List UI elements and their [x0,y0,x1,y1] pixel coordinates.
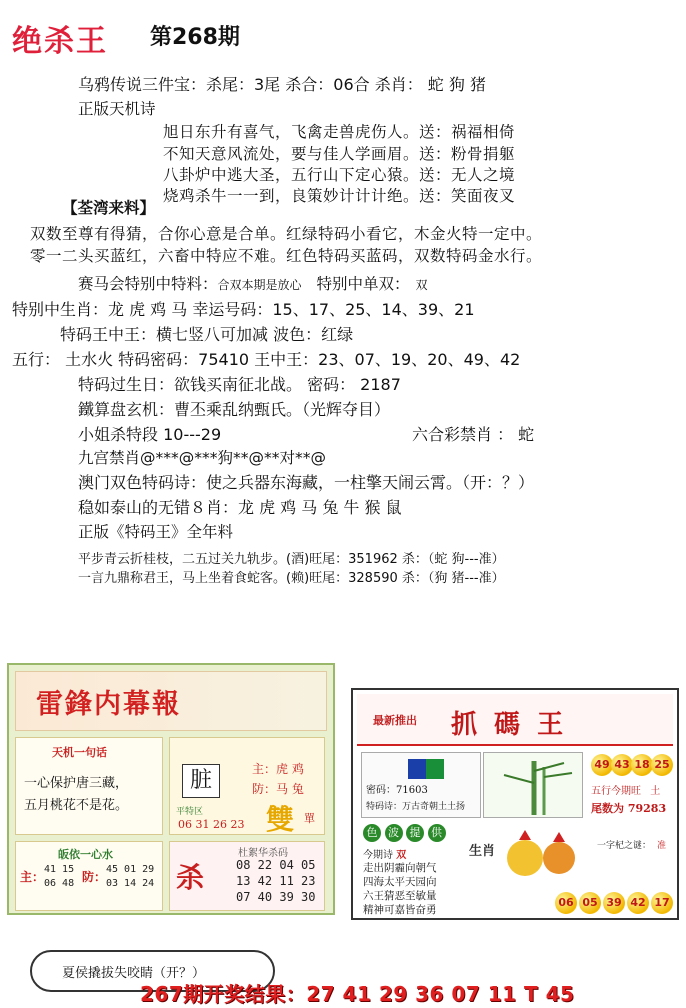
sha-box [169,841,325,911]
color-button: 色 [363,824,381,842]
special-label: 特别中单双： [316,275,410,293]
liuhe-line: 六合彩禁肖 ： 蛇 [412,425,535,444]
side-note-value: 准 [657,841,667,851]
tianji-box-line-1: 一心保护唐三藏， [24,776,129,791]
code-value: 71603 [396,785,428,796]
jinqi-label: 今期诗 [363,850,393,861]
logo-icon [408,759,444,779]
fang2-numbers-1: 45 01 29 [106,864,155,875]
sha-row-3: 07 40 39 30 [236,890,316,904]
top-ball-3: 18 [631,754,653,776]
bottom-ball-4: 42 [627,892,649,914]
leifeng-title: 雷鋒内幕報 [36,689,181,720]
side-note-label: 一字杞之谜： [597,841,652,851]
zhuamawang-panel [351,688,679,920]
fullyear-line: 正版《特码王》全年料 [78,523,234,541]
special-value: 双 [415,278,428,292]
sha-row-2: 13 42 11 23 [236,874,316,888]
macau-line: 澳门双色特码诗：使之兵器东海藏，一柱擎天闹云霄。（开：？） [78,473,535,492]
fang-row [252,780,304,797]
issue-number: 第268期 [150,25,240,50]
poem-row [366,799,465,812]
jinqi-row [363,846,406,861]
tiger-values: 虎 鸡 [276,762,304,776]
zhiyin-title: 皈依一心水 [58,848,113,861]
verse-line-d: 精神可嘉皆奋勇 [363,904,437,916]
provide-button: 提 [406,824,424,842]
zhu-numbers-2: 06 48 [44,878,75,889]
crow-legend-line: 乌鸦传说三件宝：杀尾：3尾 杀合：06合 杀肖： 蛇 狗 猪 [78,75,486,94]
zhu-numbers-1: 41 15 [44,864,75,875]
taishan-line: 稳如泰山的无错８肖：龙 虎 鸡 马 兔 牛 猴 鼠 [78,498,402,517]
bamboo-illustration [483,752,583,818]
bottom-ball-1: 06 [555,892,577,914]
bottom-ball-2: 05 [579,892,601,914]
top-ball-1: 49 [591,754,613,776]
tiger-row [252,760,304,777]
zhu-label: 主： [20,870,45,884]
tail-row [591,800,666,816]
verse-line-b: 四海太平天园向 [363,876,437,888]
fang-values: 马 兔 [276,782,304,796]
supply-button: 供 [428,824,446,842]
tail-value: 79283 [627,802,667,815]
double-char: 雙 [266,803,295,836]
fang-label: 防： [252,782,277,796]
poem-line-2: 不知天意风流处，要与佳人学画眉。送：粉骨捐躯 [163,145,516,163]
main-char: 脏 [182,764,220,798]
leifeng-panel [7,663,335,915]
zodiac-icon-label: 生肖 [469,844,496,859]
verse-line-c: 六王猜恶至敏量 [363,890,437,902]
verse-line-2: 零一二头买蓝红，六畜中特应不难。红色特码买蓝码，双数特码金水行。 [30,247,543,265]
fang2-label: 防： [82,870,107,884]
sha-char: 杀 [176,861,205,894]
fang2-numbers-2: 03 14 24 [106,878,155,889]
flat-label: 平特区 [176,807,204,817]
fullyear-row-2: 一言九鼎称君王，马上坐着食蛇客。(赖)旺尾：328590 杀：（狗 猪---准） [78,571,505,586]
wuxing-value: 土 [650,786,661,797]
birthday-line: 特码过生日：欲钱买南征北战。 密码： 2187 [78,375,401,394]
poem-label: 特码诗： [366,802,403,812]
saima-line [78,272,428,294]
poem-value: 万古奇朝土土扬 [402,802,466,812]
quanwan-label: 【荃湾来料】 [62,199,156,217]
wuxing-label: 五行今期旺 [591,786,641,797]
saima-text: 合双本期是放心 [217,278,302,292]
suanpan-line: 鐵算盘玄机：曹丕乘乱纳甄氏。（光辉夺目） [78,400,391,419]
code-label: 密码： [366,785,396,796]
tail-label: 尾数为 [591,802,624,815]
poem-line-4: 烧鸡杀牛一一到，良策妙计计计绝。送：笑面夜叉 [163,187,516,205]
bottom-ball-3: 39 [603,892,625,914]
zhuamawang-header [357,694,673,746]
shelf-title: 杜絮华杀码 [238,848,288,859]
code-box [361,752,481,818]
code-row [366,781,428,796]
wuxing-row [591,782,660,797]
fullyear-row-1: 平步青云折桂枝，二五过关九轨步。(酒)旺尾：351962 杀：（蛇 狗---准） [78,552,505,567]
jiugong-line: 九宫禁肖@***@***狗**@**对**@ [78,449,327,467]
zodiac-box [169,737,325,835]
top-ball-4: 25 [651,754,673,776]
wuxing-line: 五行： 土水火 特码密码：75410 王中王：23、07、19、20、49、42 [12,350,521,369]
bamboo-icon [484,753,584,819]
tianji-box [15,737,163,835]
jinqi-value: 双 [396,850,407,861]
riddle-text: 夏侯撬拔失咬睛（开？） [62,966,206,981]
tiger-label: 主： [252,762,277,776]
button-row [363,824,446,842]
brand-title: 绝杀王 [12,24,108,59]
xiaojie-line: 小姐杀特段 10---29 [78,425,222,444]
verse-line-1: 双数至尊有得猜，合你心意是合单。红绿特码小看它，木金火特一定中。 [30,225,543,243]
flat-numbers: 06 31 26 23 [178,818,245,831]
tianji-poem-title: 正版天机诗 [78,100,156,118]
saima-label: 赛马会特别中特料： [78,275,218,293]
latest-tag: 最新推出 [373,714,417,727]
tianji-box-title: 天机一句话 [52,746,107,759]
sha-row-1: 08 22 04 05 [236,858,316,872]
wave-button: 波 [385,824,403,842]
zhiyin-box [15,841,163,911]
single-char: 單 [304,812,315,825]
rooster-illustration [499,828,589,888]
bottom-ball-5: 17 [651,892,673,914]
top-ball-2: 43 [611,754,633,776]
leifeng-header [15,671,327,731]
tianji-box-line-2: 五月桃花不是花。 [24,798,129,813]
draw-result: 267期开奖结果：27 41 29 36 07 11 T 45 [140,982,575,1006]
side-note [597,838,666,851]
tmwang-line: 特码王中王：横七竖八可加减 波色：红绿 [60,325,354,344]
verse-line-a: 走出阴霾向朝气 [363,862,437,874]
zhuamawang-title: 抓 碼 王 [451,710,568,740]
zodiac-line: 特别中生肖：龙 虎 鸡 马 幸运号码：15、17、25、14、39、21 [12,300,475,319]
poem-line-3: 八卦炉中逃大圣，五行山下定心猿。送：无人之境 [163,166,516,184]
poem-line-1: 旭日东升有喜气，飞禽走兽虎伤人。送：祸福相倚 [163,123,516,141]
